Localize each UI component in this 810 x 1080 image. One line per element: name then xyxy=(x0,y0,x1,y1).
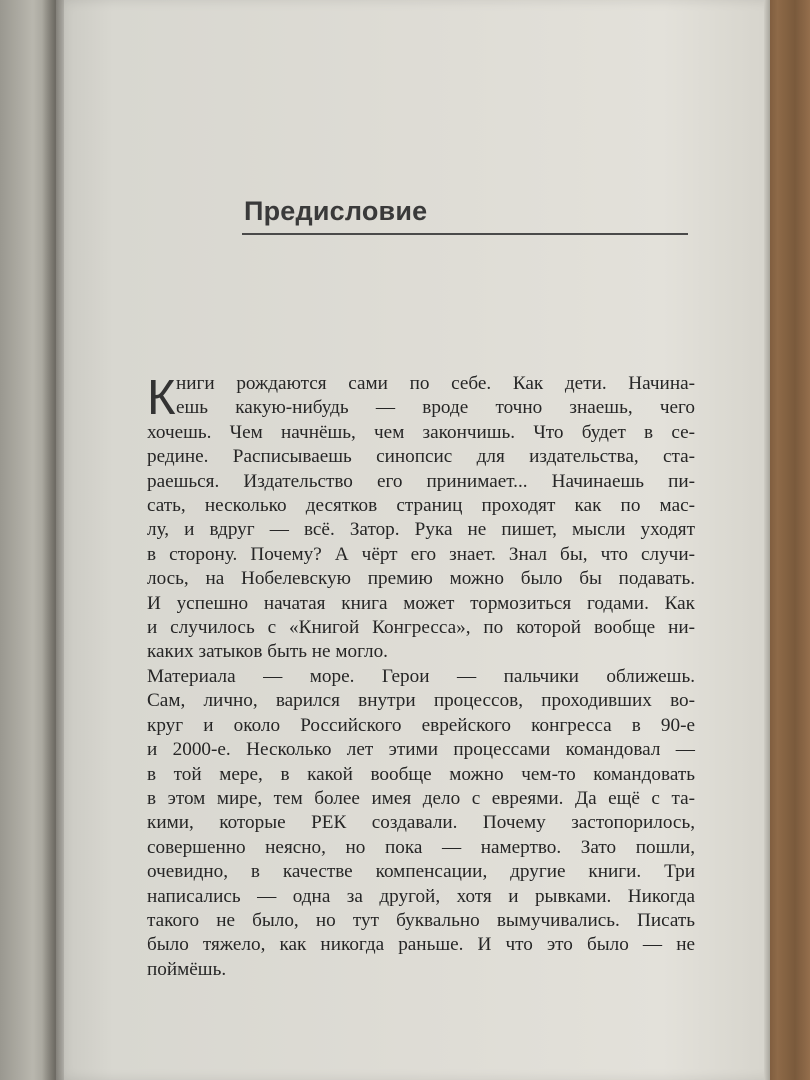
text-line: очевидно, в качестве компенсации, другие книги. Три xyxy=(147,861,695,883)
paragraph-1 xyxy=(147,372,695,665)
text-line: поймёшь. xyxy=(147,958,227,980)
text-line: лось, на Нобелевскую премию можно было бы подавать. xyxy=(147,568,695,590)
text-line: сать, несколько десятков страниц проходят как по мас- xyxy=(147,495,695,517)
text-line: и 2000-е. Несколько лет этими процессами командовал — xyxy=(147,739,695,761)
text-line: Сам, лично, варился внутри процессов, проходивших во- xyxy=(147,690,695,712)
text-line: кими, которые РЕК создавали. Почему застопорилось, xyxy=(147,812,695,834)
text-line: хочешь. Чем начнёшь, чем закончишь. Что будет в се- xyxy=(147,421,695,443)
text-line: в этом мире, тем более имея дело с евреями. Да ещё с та- xyxy=(147,787,695,809)
text-line: И успешно начатая книга может тормозиться годами. Как xyxy=(147,592,695,614)
gutter-shadow xyxy=(42,0,64,1080)
body-text xyxy=(147,372,695,982)
title-underline xyxy=(242,233,688,235)
drop-cap: К xyxy=(147,371,176,425)
text-line: и случилось с «Книгой Конгресса», по которой вообще ни- xyxy=(147,617,695,639)
text-line: лу, и вдруг — всё. Затор. Рука не пишет, мысли уходят xyxy=(147,519,695,541)
text-line: раешься. Издательство его принимает... Начинаешь пи- xyxy=(147,470,695,492)
paragraph-2 xyxy=(147,665,695,982)
page-title: Предисловие xyxy=(244,196,428,226)
text-line: в сторону. Почему? А чёрт его знает. Знал бы, что случи- xyxy=(147,543,695,565)
text-line: круг и около Российского еврейского конгресса в 90-е xyxy=(147,714,695,736)
text-line: ешь какую-нибудь — вроде точно знаешь, чего xyxy=(176,397,695,419)
text-line: такого не было, но тут буквально вымучивались. Писать xyxy=(147,909,695,931)
text-line: каких затыков быть не могло. xyxy=(147,641,388,663)
text-line: совершенно неясно, но пока — намертво. Зато пошли, xyxy=(147,836,695,858)
text-line: ниги рождаются сами по себе. Как дети. Начина- xyxy=(176,373,695,394)
text-line: было тяжело, как никогда раньше. И что это было — не xyxy=(147,934,695,956)
text-line: Материала — море. Герои — пальчики оближешь. xyxy=(147,665,695,687)
text-line: в той мере, в какой вообще можно чем-то командовать xyxy=(147,763,695,785)
page-edge xyxy=(764,0,770,1080)
text-line: написались — одна за другой, хотя и рывками. Никогда xyxy=(147,885,695,907)
text-line: редине. Расписываешь синопсис для издательства, ста- xyxy=(147,446,695,468)
